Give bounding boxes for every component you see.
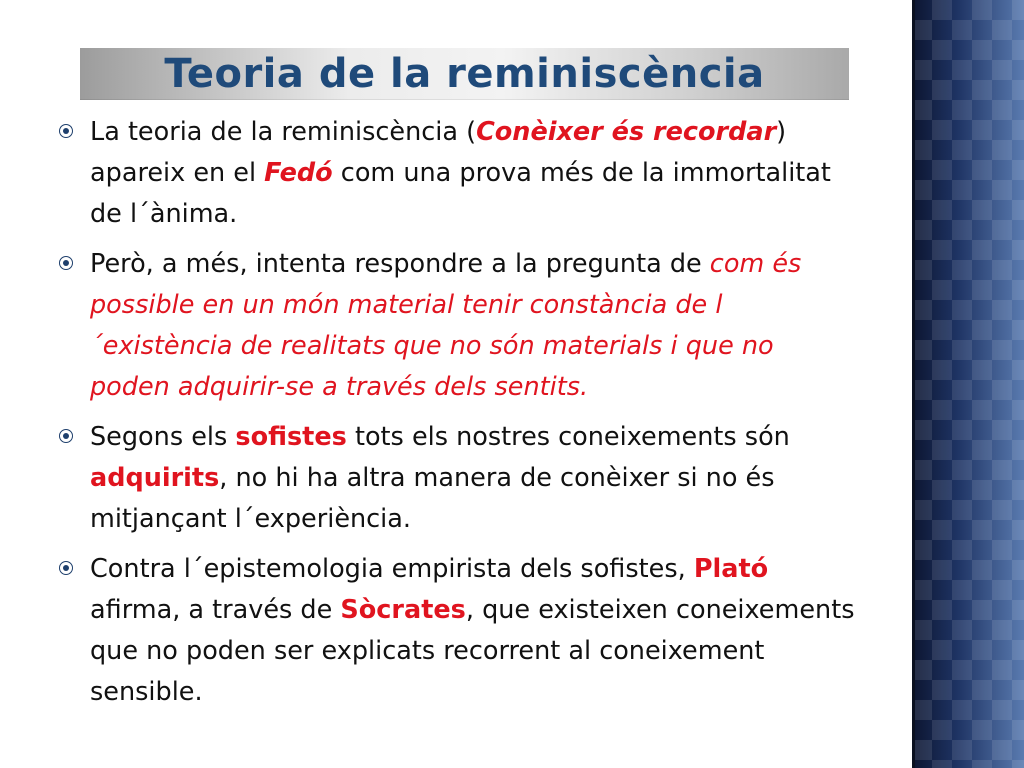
bullet-text: Contra l´epistemologia empirista dels sofistes, bbox=[90, 554, 694, 584]
bullet-text: La teoria de la reminiscència ( bbox=[90, 117, 477, 147]
bullet-icon bbox=[59, 429, 73, 443]
emphasis-text: adquirits bbox=[90, 463, 220, 493]
slide-title: Teoria de la reminiscència bbox=[164, 51, 765, 97]
emphasis-text: Conèixer és recordar bbox=[476, 117, 777, 147]
bullet-text: tots els nostres coneixements són bbox=[346, 422, 790, 452]
bullet-text: Segons els bbox=[90, 422, 236, 452]
bullet-icon bbox=[59, 561, 73, 575]
emphasis-text: Sòcrates bbox=[340, 595, 466, 625]
sidebar-edge bbox=[912, 0, 915, 768]
bullet-item-plato bbox=[56, 549, 856, 713]
emphasis-text: sofistes bbox=[235, 422, 347, 452]
bullet-text: com una prova més de la immortalitat de l´ànima. bbox=[90, 158, 831, 229]
bullet-item-question bbox=[56, 244, 856, 408]
bullet-icon bbox=[59, 256, 73, 270]
emphasis-text: com és possible en un món material tenir constància de l´existència de realitats que no són materials i que no poden adquirir-se a través dels sentits. bbox=[90, 249, 802, 402]
bullet-text: ) apareix en el bbox=[90, 117, 787, 188]
bullet-text: afirma, a través de bbox=[90, 595, 341, 625]
bullet-text: Però, a més, intenta respondre a la pregunta de bbox=[90, 249, 710, 279]
emphasis-text: Fedó bbox=[264, 158, 333, 188]
bullet-item-sophists bbox=[56, 417, 856, 540]
slide-content bbox=[56, 112, 856, 722]
bullet-item-reminiscence bbox=[56, 112, 856, 235]
sidebar-decoration bbox=[912, 0, 1024, 768]
bullet-text: , que existeixen coneixements que no poden ser explicats recorrent al coneixement sensible. bbox=[90, 595, 855, 707]
bullet-text: , no hi ha altra manera de conèixer si no és mitjançant l´experiència. bbox=[90, 463, 775, 534]
bullet-icon bbox=[59, 124, 73, 138]
emphasis-text: Plató bbox=[693, 554, 769, 584]
